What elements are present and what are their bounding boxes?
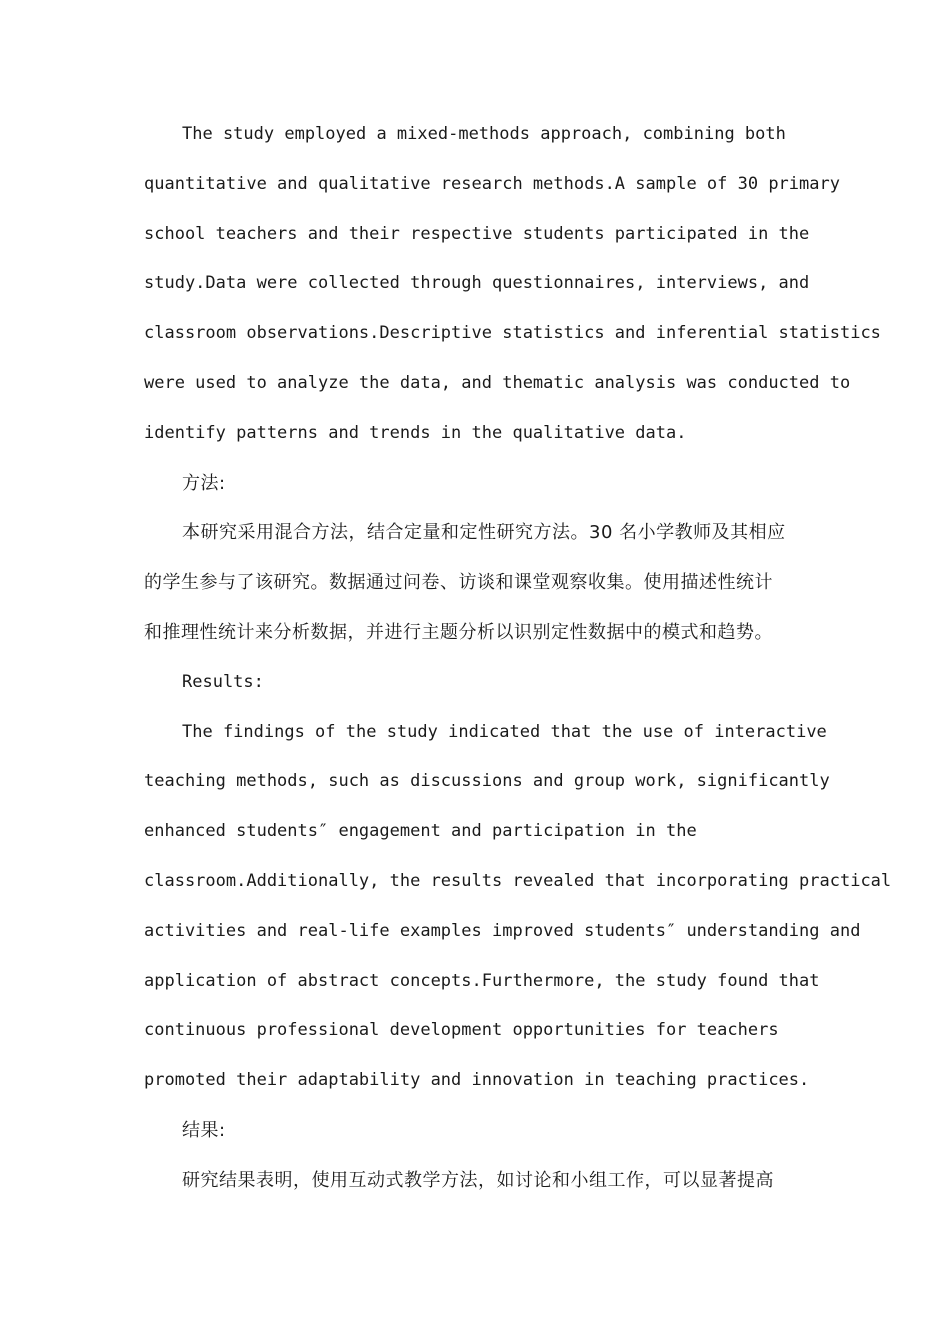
paragraph-line: classroom observations.Descriptive statistics and inferential statistics: [144, 323, 881, 344]
paragraph-line: enhanced students″ engagement and participation in the: [144, 821, 697, 842]
paragraph-line: 研究结果表明，使用互动式教学方法，如讨论和小组工作，可以显著提高: [182, 1169, 774, 1191]
paragraph-line: The study employed a mixed-methods approach, combining both: [182, 124, 786, 144]
results-heading-english: Results:: [182, 671, 264, 692]
methods-english-paragraph: [144, 110, 881, 459]
paragraph-line: were used to analyze the data, and thematic analysis was conducted to: [144, 372, 851, 393]
paragraph-line: identify patterns and trends in the qualitative data.: [144, 422, 687, 443]
paragraph-line: application of abstract concepts.Furthermore, the study found that: [144, 970, 820, 991]
results-english-paragraph: [144, 708, 892, 1106]
paragraph-line: quantitative and qualitative research methods.A sample of 30 primary: [144, 173, 840, 194]
paragraph-line: school teachers and their respective students participated in the: [144, 223, 810, 244]
paragraph-line: continuous professional development opportunities for teachers: [144, 1020, 779, 1041]
paragraph-line: study.Data were collected through questionnaires, interviews, and: [144, 273, 810, 294]
paragraph-line: classroom.Additionally, the results revealed that incorporating practical: [144, 870, 892, 891]
paragraph-line: activities and real-life examples improved students″ understanding and: [144, 920, 861, 941]
paragraph-line: teaching methods, such as discussions and group work, significantly: [144, 771, 830, 792]
paragraph-line: 和推理性统计来分析数据，并进行主题分析以识别定性数据中的模式和趋势。: [144, 621, 773, 643]
results-heading-chinese: 结果:: [182, 1119, 226, 1141]
methods-heading-chinese: 方法:: [182, 472, 226, 494]
paragraph-line: 本研究采用混合方法，结合定量和定性研究方法。30 名小学教师及其相应: [182, 522, 786, 544]
methods-chinese-paragraph: [144, 508, 844, 657]
paragraph-line: 的学生参与了该研究。数据通过问卷、访谈和课堂观察收集。使用描述性统计: [144, 572, 773, 594]
paragraph-line: The findings of the study indicated that the use of interactive: [182, 721, 827, 742]
results-chinese-paragraph: [144, 1156, 844, 1206]
paragraph-line: promoted their adaptability and innovation in teaching practices.: [144, 1070, 810, 1091]
document-body: [144, 110, 892, 1206]
